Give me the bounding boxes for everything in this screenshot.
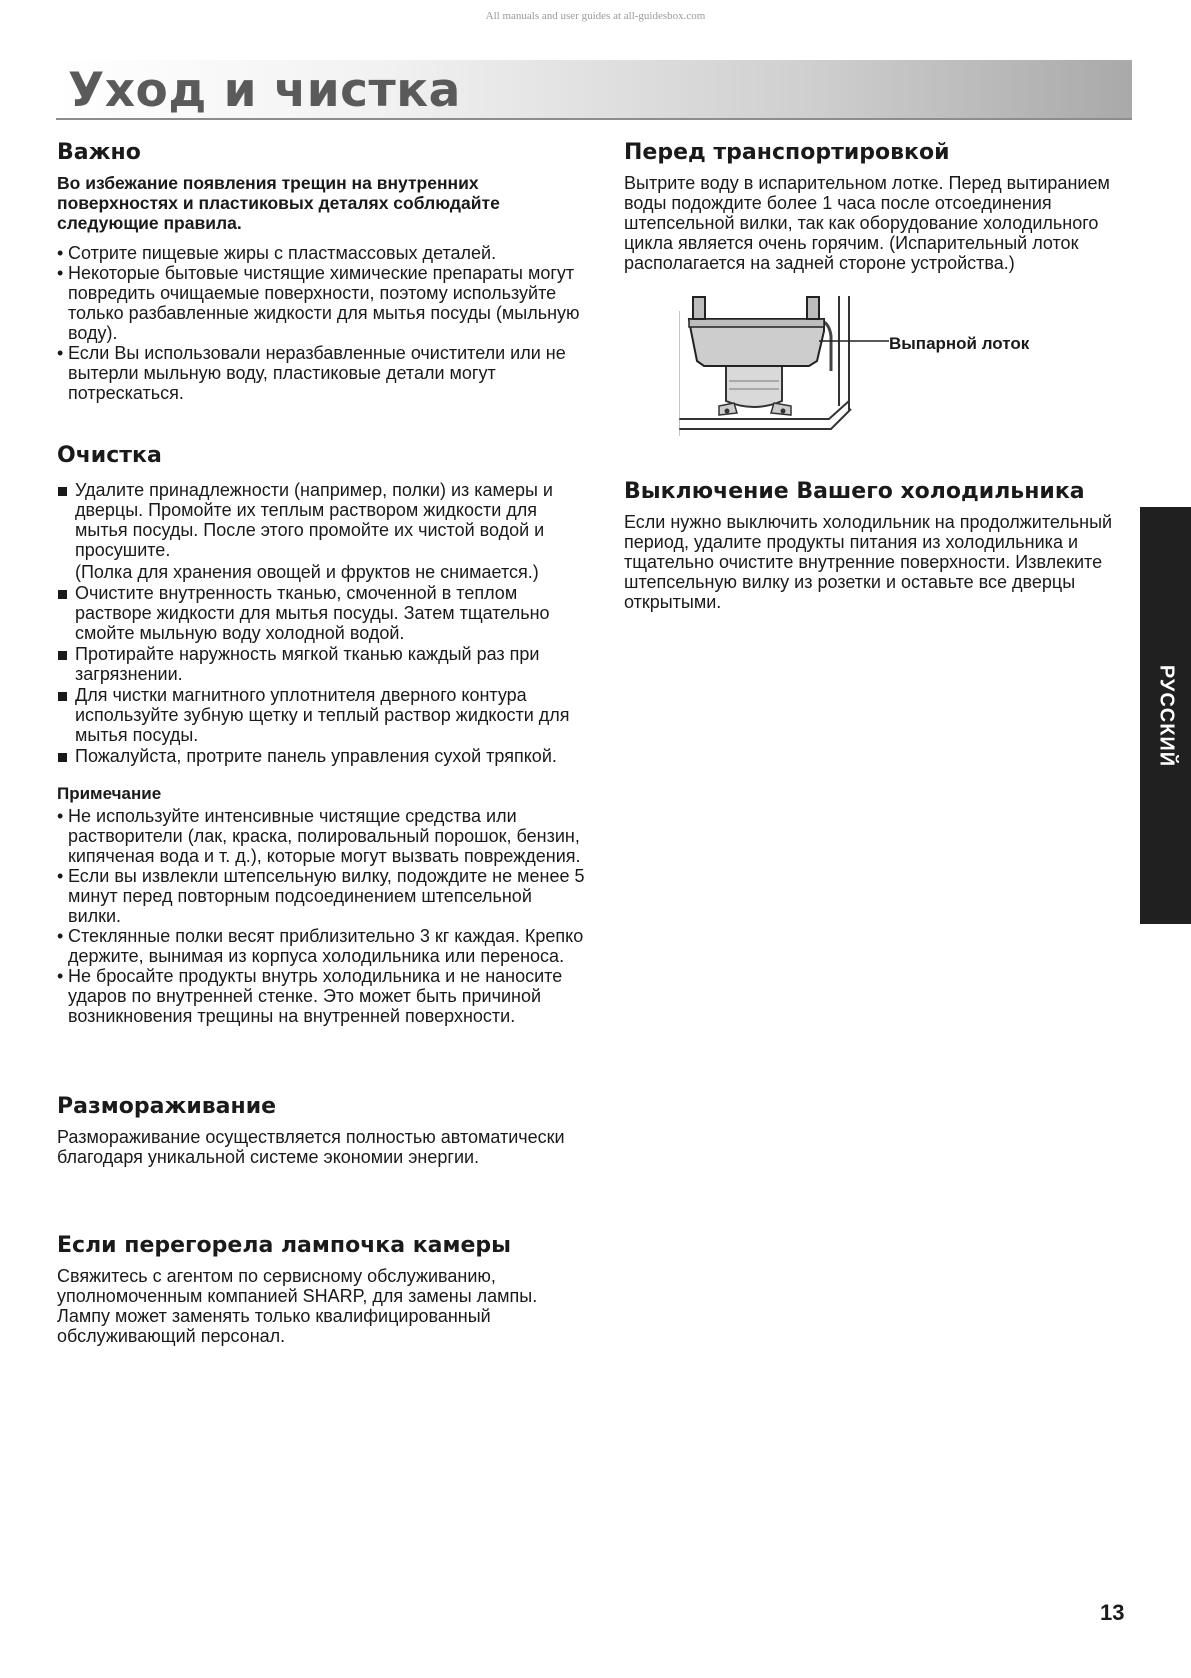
note-list [57, 806, 587, 1026]
lamp-title: Если перегорела лампочка камеры [57, 1233, 512, 1258]
square-bullet-icon [58, 651, 67, 660]
right-column [624, 140, 1144, 612]
lamp-section [57, 1233, 587, 1346]
page-title: Уход и чистка [68, 63, 461, 118]
list-item-text: Очистите внутренность тканью, смоченной в теплом растворе жидкости для мытья посуды. Затем тщательно смойте мыльную воду холодной водой. [75, 583, 550, 643]
list-item: • Если вы извлекли штепсельную вилку, подождите не менее 5 минут перед повторным подсоединением штепсельной вилки. [57, 866, 587, 926]
transport-text: Вытрите воду в испарительном лотке. Перед вытиранием воды подождите более 1 часа после отсоединения штепсельной вилки, так как оборудование холодильного цикла является очень горячим. (Испарительный лоток располагается на задней стороне устройства.) [624, 173, 1110, 273]
square-bullet-icon [58, 487, 67, 496]
defrosting-text: Размораживание осуществляется полностью автоматически благодаря уникальной системе экономии энергии. [57, 1127, 565, 1167]
important-list [57, 243, 587, 403]
watermark: All manuals and user guides at all-guidesbox.com [485, 10, 706, 22]
list-item: • Стеклянные полки весят приблизительно 3 кг каждая. Крепко держите, вынимая из корпуса холодильника или переноса. [57, 926, 587, 966]
list-item-text: Для чистки магнитного уплотнителя дверного контура используйте зубную щетку и теплый раствор жидкости для мытья посуды. [75, 685, 570, 745]
switch-off-title: Выключение Вашего холодильника [624, 479, 1085, 504]
evaporation-tray-illustration [679, 291, 889, 441]
switch-off-section [624, 479, 1144, 612]
square-bullet-icon [58, 753, 67, 762]
switch-off-text: Если нужно выключить холодильник на продолжительный период, удалите продукты питания из холодильника и тщательно очистите внутренние поверхности. Извлеките штепсельную вилку из розетки и оставьте все дверцы открытыми. [624, 512, 1113, 612]
defrosting-section [57, 1094, 587, 1167]
square-bullet-icon [58, 590, 67, 599]
cleaning-section [57, 443, 587, 1026]
list-item [57, 480, 587, 582]
list-item-text: Пожалуйста, протрите панель управления сухой тряпкой. [75, 746, 557, 766]
list-item: • Не используйте интенсивные чистящие средства или растворители (лак, краска, полировальный порошок, бензин, кипяченая вода и т. д.), которые могут вызвать повреждения. [57, 806, 587, 866]
transport-section [624, 140, 1144, 451]
evaporation-tray-label: Выпарной лоток [889, 334, 1030, 353]
transport-title: Перед транспортировкой [624, 140, 950, 165]
cleaning-title: Очистка [57, 443, 162, 468]
important-section [57, 140, 587, 403]
list-item-text: Протирайте наружность мягкой тканью каждый раз при загрязнении. [75, 644, 540, 684]
list-item: • Не бросайте продукты внутрь холодильника и не наносите ударов по внутренней стенке. Это может быть причиной возникновения трещины на внутренней поверхности. [57, 966, 587, 1026]
list-item: • Некоторые бытовые чистящие химические препараты могут повредить очищаемые поверхности, поэтому используйте только разбавленные жидкости для мытья посуды (мыльную воду). [57, 263, 587, 343]
cleaning-list [57, 480, 587, 766]
important-lead: Во избежание появления трещин на внутренних поверхностях и пластиковых деталях соблюдайте следующие правила. [57, 173, 500, 233]
page-title-bar [56, 60, 1132, 118]
lamp-text: Свяжитесь с агентом по сервисному обслуживанию, уполномоченным компанией SHARP, для замены лампы. Лампу может заменять только квалифицированный обслуживающий персонал. [57, 1266, 538, 1346]
list-item-subnote: (Полка для хранения овощей и фруктов не снимается.) [75, 562, 539, 582]
list-item: • Если Вы использовали неразбавленные очистители или не вытерли мыльную воду, пластиковые детали могут потрескаться. [57, 343, 587, 403]
evaporation-tray-diagram [624, 291, 1144, 451]
page-number: 13 [1100, 1600, 1125, 1625]
left-column [57, 140, 587, 1346]
square-bullet-icon [58, 692, 67, 701]
note-title: Примечание [57, 784, 162, 803]
list-item: • Сотрите пищевые жиры с пластмассовых деталей. [57, 243, 587, 263]
list-item [57, 746, 587, 766]
important-title: Важно [57, 140, 141, 165]
list-item-text: Удалите принадлежности (например, полки) из камеры и дверцы. Промойте их теплым раствором жидкости для мытья посуды. После этого промойте их чистой водой и просушите. [75, 480, 553, 560]
defrosting-title: Размораживание [57, 1094, 277, 1119]
list-item [57, 685, 587, 745]
list-item [57, 583, 587, 643]
list-item [57, 644, 587, 684]
language-tab-label: РУССКИЙ [1155, 664, 1177, 767]
language-tab [1140, 507, 1191, 924]
